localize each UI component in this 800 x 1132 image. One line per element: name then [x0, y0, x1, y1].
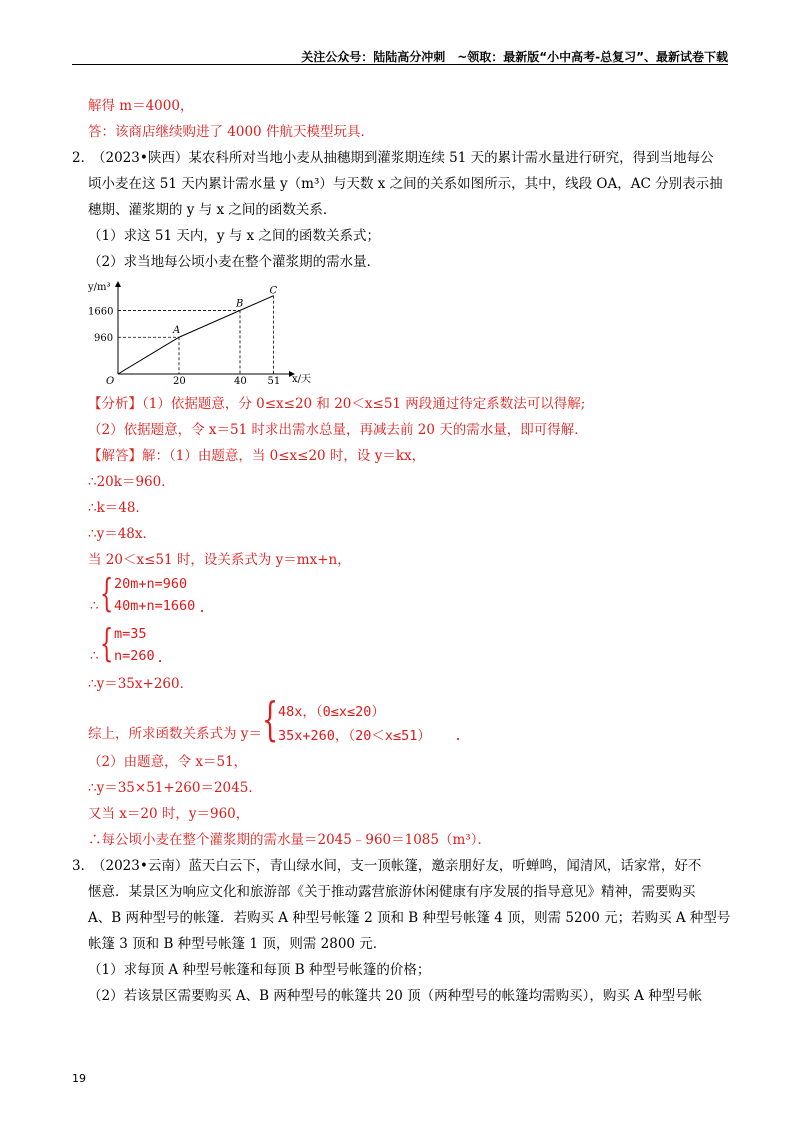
x-tick-label: 51: [267, 376, 281, 387]
analysis-line2: （2）依据题意，令 x＝51 时求出需水总量，再减去前 20 天的需水量，即可得解．: [88, 422, 588, 438]
q3-sub2: （2）若该景区需要购买 A、B 两种型号的帐篷共 20 顶（两种型号的帐篷均需购买），购买 A 种型号帐: [88, 988, 703, 1004]
piecewise-period: .: [454, 728, 463, 744]
q2-line1: （2023•陕西）某农科所对当地小麦从抽穗期到灌浆期连续 51 天的累计需水量进行研究，得到当地每公: [92, 150, 714, 166]
q3-line1: （2023•云南）蓝天白云下，青山绿水间，支一顶帐篷，邀亲朋好友，听蝉鸣，闻清风，话家常，好不: [92, 858, 702, 874]
solution-line7: 综上，所求函数关系式为 y＝: [88, 726, 262, 742]
q3-line2: 惬意．某景区为响应文化和旅游部《关于推动露营旅游休闲健康有序发展的指导意见》精神，需要购买: [88, 884, 696, 900]
q2-number: 2．: [72, 150, 95, 166]
solution-line11: ∴每公顷小麦在整个灌浆期的需水量＝2045﹣960＝1085（m³）．: [88, 832, 491, 848]
therefore-symbol: ∴: [90, 598, 99, 614]
q2-line3: 穗期、灌浆期的 y 与 x 之间的函数关系．: [88, 202, 337, 218]
piecewise-case1: 48x，（0≤x≤20）: [278, 704, 385, 720]
point-b-label: B: [236, 298, 244, 310]
page-number: 19: [72, 1072, 86, 1085]
therefore-symbol: ∴: [90, 648, 99, 664]
prev-answer-line2: 答：该商店继续购进了 4000 件航天模型玩具．: [88, 124, 374, 140]
q2-line2: 顷小麦在这 51 天内累计需水量 y（m³）与天数 x 之间的关系如图所示，其中，线段 OA，AC 分别表示抽: [88, 176, 723, 192]
y-tick-label: 960: [94, 333, 114, 345]
y-axis-label: y/m³: [88, 282, 111, 293]
solution-line2: ∴20k＝960．: [88, 474, 175, 490]
page-header: 关注公众号：陆陆高分冲刺 ~领取：最新版“小中高考-总复习”、最新试卷下载: [301, 50, 728, 64]
solution-line3: ∴k＝48．: [88, 500, 149, 516]
q3-line4: 帐篷 3 顶和 B 种型号帐篷 1 顶，则需 2800 元．: [88, 936, 387, 952]
analysis-line1: 【分析】（1）依据题意，分 0≤x≤20 和 20＜x≤51 两段通过待定系数法可以得解;: [88, 396, 586, 412]
solution-line4: ∴y＝48x．: [88, 526, 157, 542]
point-a-label: A: [173, 325, 181, 337]
x-axis-label: x/天: [292, 374, 312, 385]
x-tick-label: 20: [173, 376, 186, 387]
q3-number: 3．: [72, 858, 95, 874]
solution-line6: ∴y＝35x+260．: [88, 676, 194, 692]
x-tick-label: 40: [234, 376, 247, 387]
header-divider: [72, 64, 728, 65]
system-brace: {: [100, 621, 114, 665]
system2-period: .: [156, 650, 165, 666]
solution-line5: 当 20＜x≤51 时，设关系式为 y＝mx+n，: [88, 552, 351, 568]
solution-line9: ∴y＝35×51+260＝2045．: [88, 780, 262, 796]
system1-eq2: 40m+n=1660: [114, 598, 196, 614]
cumulative-water-graph: [86, 276, 326, 388]
q2-sub2: （2）求当地每公顷小麦在整个灌浆期的需水量．: [88, 254, 381, 270]
origin-label: O: [106, 376, 115, 387]
q3-line3: A、B 两种型号的帐篷．若购买 A 种型号帐篷 2 顶和 B 种型号帐篷 4 顶，则需 5200 元；若购买 A 种型号: [88, 910, 731, 926]
prev-answer-line1: 解得 m＝4000，: [88, 98, 194, 114]
piecewise-case2: 35x+260，（20＜x≤51）: [278, 728, 431, 744]
segment-oa: [118, 337, 179, 374]
y-tick-label: 1660: [88, 306, 114, 318]
q3-sub1: （1）求每顶 A 种型号帐篷和每顶 B 种型号帐篷的价格；: [88, 962, 431, 978]
point-c-label: C: [269, 285, 278, 297]
system2-eq2: n=260: [114, 648, 155, 664]
system-brace: {: [100, 571, 114, 615]
system1-period: .: [198, 600, 207, 616]
solution-line10: 又当 x＝20 时，y＝960，: [88, 806, 250, 822]
solution-line8: （2）由题意，令 x＝51，: [88, 754, 248, 770]
piecewise-brace: {: [262, 692, 279, 746]
segment-ac: [179, 296, 274, 338]
q2-sub1: （1）求这 51 天内，y 与 x 之间的函数关系式；: [88, 228, 380, 244]
system1-eq1: 20m+n=960: [114, 576, 188, 592]
solution-line1: 【解答】解：（1）由题意，当 0≤x≤20 时，设 y＝kx，: [88, 448, 426, 464]
system2-eq1: m=35: [114, 626, 147, 642]
